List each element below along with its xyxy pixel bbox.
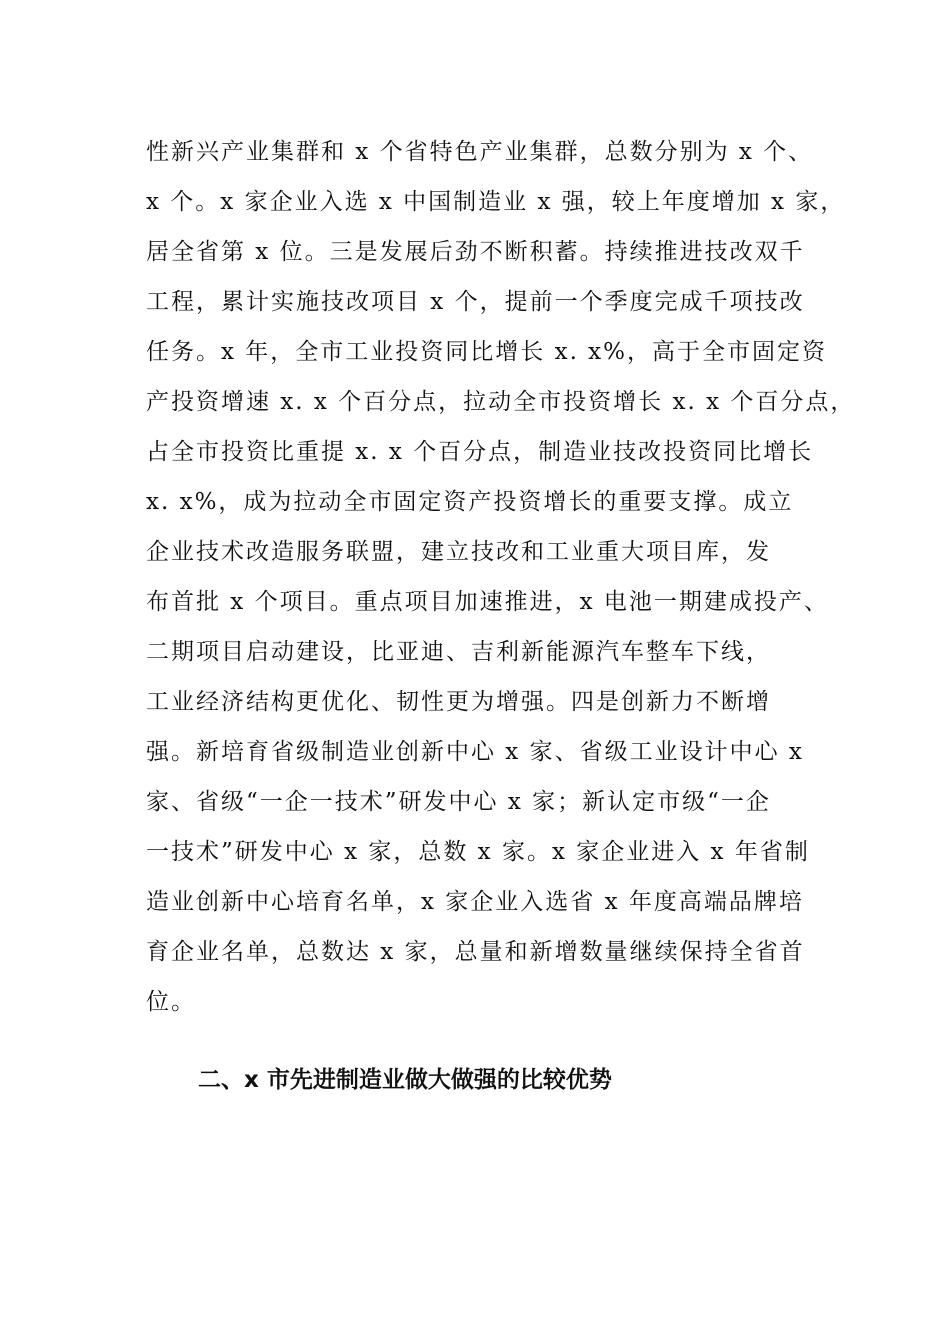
paragraph-line: 位。 <box>146 989 196 1015</box>
paragraph-line: 一技术”研发中心 x 家，总数 x 家。x 家企业进入 x 年省制 <box>146 839 810 865</box>
paragraph-line: 强。新培育省级制造业创新中心 x 家、省级工业设计中心 x <box>146 739 804 765</box>
paragraph-line: 企业技术改造服务联盟，建立技改和工业重大项目库，发 <box>146 539 771 565</box>
paragraph-line: 育企业名单，总数达 x 家，总量和新增数量继续保持全省首 <box>146 939 805 965</box>
section-heading: 二、x 市先进制造业做大做强的比较优势 <box>198 1067 612 1093</box>
paragraph-line: 工程，累计实施技改项目 x 个，提前一个季度完成千项技改 <box>146 289 805 315</box>
paragraph-line: 占全市投资比重提 x. x 个百分点，制造业技改投资同比增长 <box>146 439 814 465</box>
paragraph-line: x. x%，成为拉动全市固定资产投资增长的重要支撑。成立 <box>146 489 794 515</box>
paragraph-line: 性新兴产业集群和 x 个省特色产业集群，总数分别为 x 个、 <box>146 139 814 165</box>
paragraph-line: 二期项目启动建设，比亚迪、吉利新能源汽车整车下线， <box>146 639 771 665</box>
paragraph-line: 任务。x 年，全市工业投资同比增长 x. x%，高于全市固定资 <box>146 339 828 365</box>
paragraph-line: 工业经济结构更优化、韧性更为增强。四是创新力不断增 <box>146 689 771 715</box>
paragraph-line: x 个。x 家企业入选 x 中国制造业 x 强，较上年度增加 x 家， <box>146 189 846 215</box>
paragraph-line: 家、省级“一企一技术”研发中心 x 家；新认定市级“一企 <box>146 789 771 815</box>
paragraph-line: 产投资增速 x. x 个百分点，拉动全市投资增长 x. x 个百分点， <box>146 389 856 415</box>
paragraph-line: 布首批 x 个项目。重点项目加速推进，x 电池一期建成投产、 <box>146 589 829 615</box>
paragraph-line: 造业创新中心培育名单，x 家企业入选省 x 年度高端品牌培 <box>146 889 804 915</box>
paragraph-line: 居全省第 x 位。三是发展后劲不断积蓄。持续推进技改双千 <box>146 239 805 265</box>
